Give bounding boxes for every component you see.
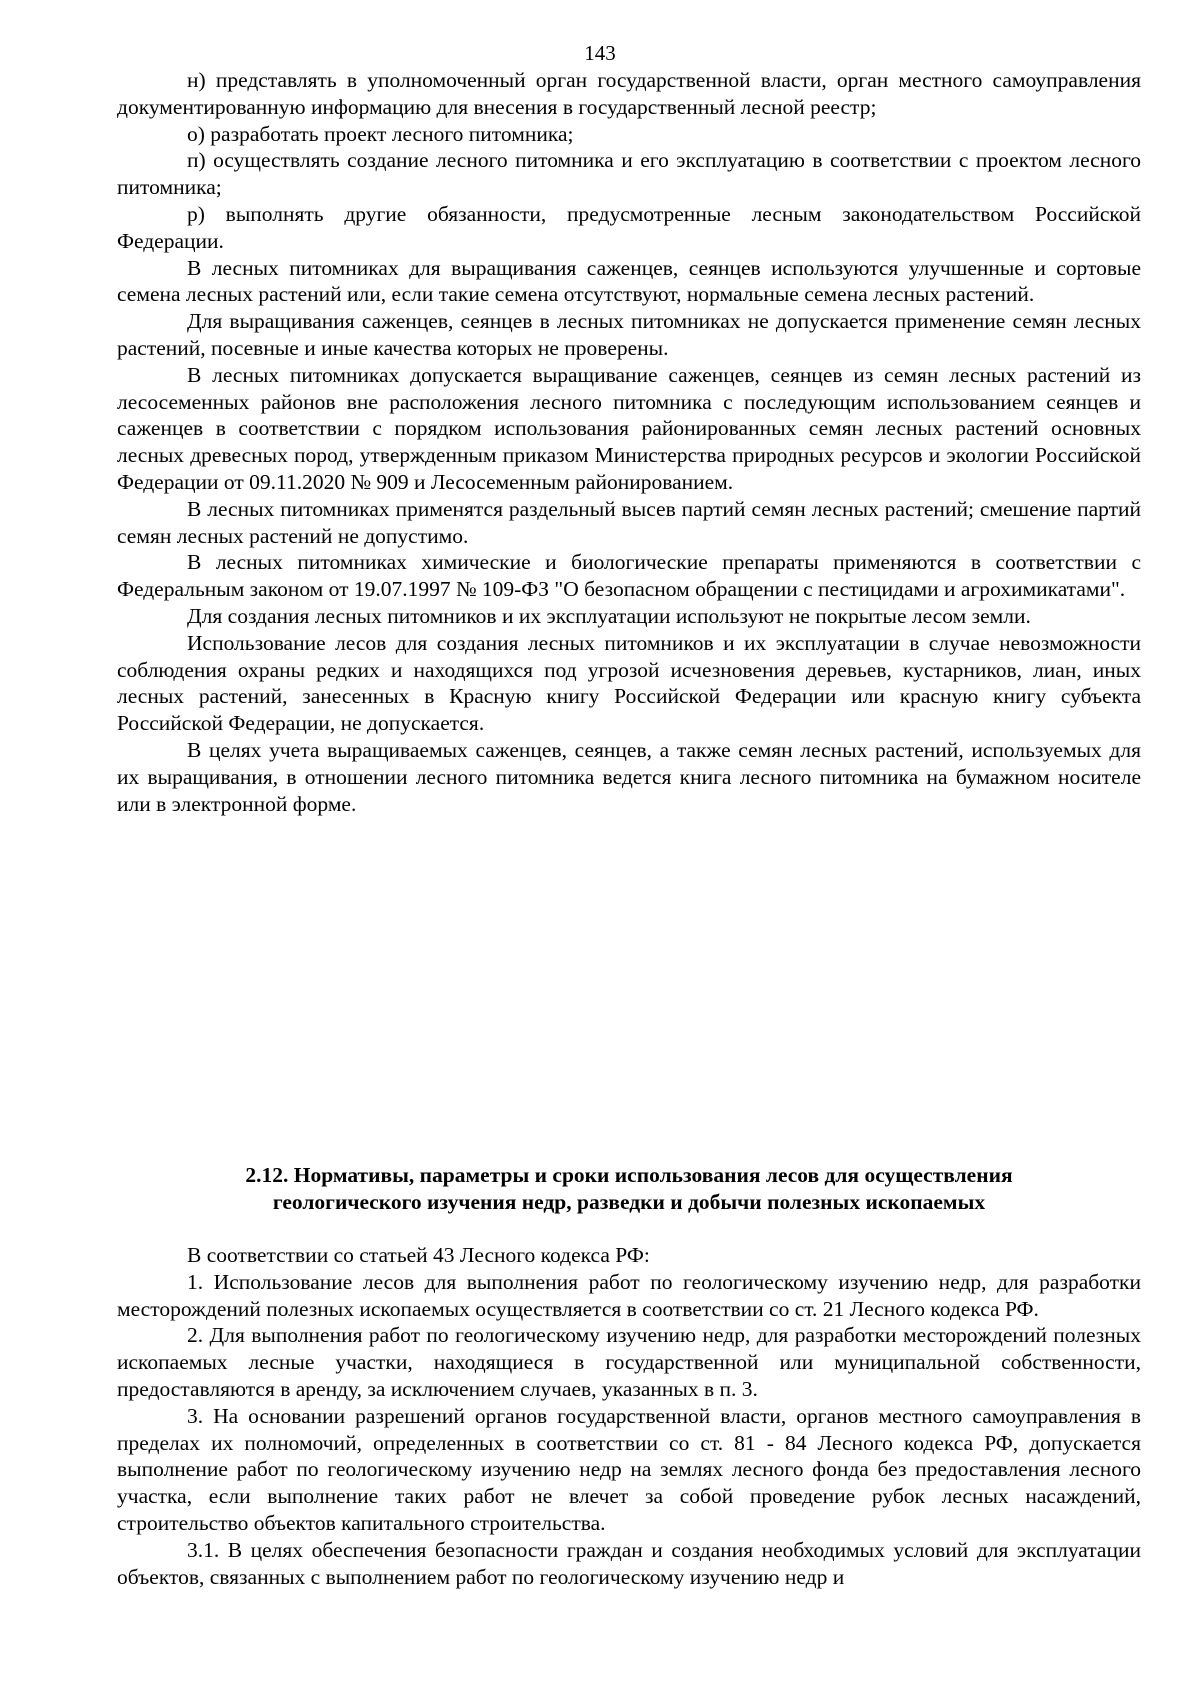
paragraph-separate-sowing: В лесных питомниках применятся раздельный высев партий семян лесных растений; смешение партий семян лесных растений не допустимо. (117, 496, 1141, 548)
paragraph-unchecked-seeds: Для выращивания саженцев, сеянцев в лесных питомниках не допускается применение семян лесных растений, посевные и иные качества которых не проверены. (117, 309, 1141, 360)
paragraph-item-3-1: 3.1. В целях обеспечения безопасности граждан и создания необходимых условий для эксплуатации объектов, связанных с выполнением работ по геологическому изучению недр и (117, 1537, 1141, 1589)
paragraph-obligation-n: н) представлять в уполномоченный орган государственной власти, орган местного самоуправления документированную информацию для внесения в государственный лесной реестр; (117, 68, 1141, 119)
paragraph-obligation-o: о) разработать проект лесного питомника; (187, 121, 574, 146)
paragraph-nursery-book: В целях учета выращиваемых саженцев, сеянцев, а также семян лесных растений, используемых для их выращивания, в отношении лесного питомника ведется книга лесного питомника на бумажном носителе или в электронной форме. (117, 737, 1141, 816)
paragraph-land-use: Для создания лесных питомников и их эксплуатации используют не покрытые лесом земли. (187, 603, 1031, 628)
section-heading-line-2: геологического изучения недр, разведки и добычи полезных ископаемых (272, 1189, 986, 1214)
paragraph-item-3: 3. На основании разрешений органов государственной власти, органов местного самоуправления в пределах их полномочий, определенных в соответствии со ст. 81 - 84 Лесного кодекса РФ, допускается выполнение работ по геологическому изучению недр на землях лесного фонда без предоставления лесного участка, если выполнение таких работ не влечет за собой проведение рубок лесных насаждений, строительство объектов капитального строительства. (117, 1403, 1141, 1535)
paragraph-obligation-p: п) осуществлять создание лесного питомника и его эксплуатацию в соответствии с проектом лесного питомника; (117, 148, 1141, 200)
paragraph-item-2: 2. Для выполнения работ по геологическому изучению недр, для разработки месторождений полезных ископаемых лесные участки, находящиеся в государственной или муниципальной собственности, предоставляются в аренду, за исключением случаев, указанных в п. 3. (117, 1323, 1141, 1401)
paragraph-item-1: 1. Использование лесов для выполнения работ по геологическому изучению недр, для разработки месторождений полезных ископаемых осуществляется в соответствии со ст. 21 Лесного кодекса РФ. (117, 1269, 1141, 1321)
section-text-block (117, 1242, 1141, 1590)
top-text-block (117, 67, 1141, 817)
paragraph-seed-zones: В лесных питомниках допускается выращивание саженцев, сеянцев из семян лесных растений из лесосеменных районов вне расположения лесного питомника с последующим использованием сеянцев и саженцев в соответствии с порядком использования районированных семян лесных растений основных лесных древесных пород, утвержденным приказом Министерства природных ресурсов и экологии Российской Федерации от 09.11.2020 № 909 и Лесосеменным районированием. (117, 362, 1141, 494)
section-heading (117, 1162, 1141, 1216)
paragraph-chemicals: В лесных питомниках химические и биологические препараты применяются в соответствии с Федеральным законом от 19.07.1997 № 109-ФЗ "О безопасном обращении с пестицидами и агрохимикатами". (117, 550, 1141, 602)
paragraph-article-43: В соответствии со статьей 43 Лесного кодекса РФ: (187, 1243, 650, 1267)
section-heading-line-1: 2.12. Нормативы, параметры и сроки использования лесов для осуществления (245, 1163, 1013, 1187)
paragraph-seeds-quality: В лесных питомниках для выращивания саженцев, сеянцев используются улучшенные и сортовые семена лесных растений или, если такие семена отсутствуют, нормальные семена лесных растений. (117, 255, 1141, 307)
paragraph-obligation-r: р) выполнять другие обязанности, предусмотренные лесным законодательством Российской Федерации. (117, 201, 1141, 253)
paragraph-red-book: Использование лесов для создания лесных питомников и их эксплуатации в случае невозможности соблюдения охраны редких и находящихся под угрозой исчезновения деревьев, кустарников, лиан, иных лесных растений, занесенных в Красную книгу Российской Федерации или красную книгу субъекта Российской Федерации, не допускается. (117, 630, 1141, 736)
page-number: 143 (584, 41, 616, 65)
